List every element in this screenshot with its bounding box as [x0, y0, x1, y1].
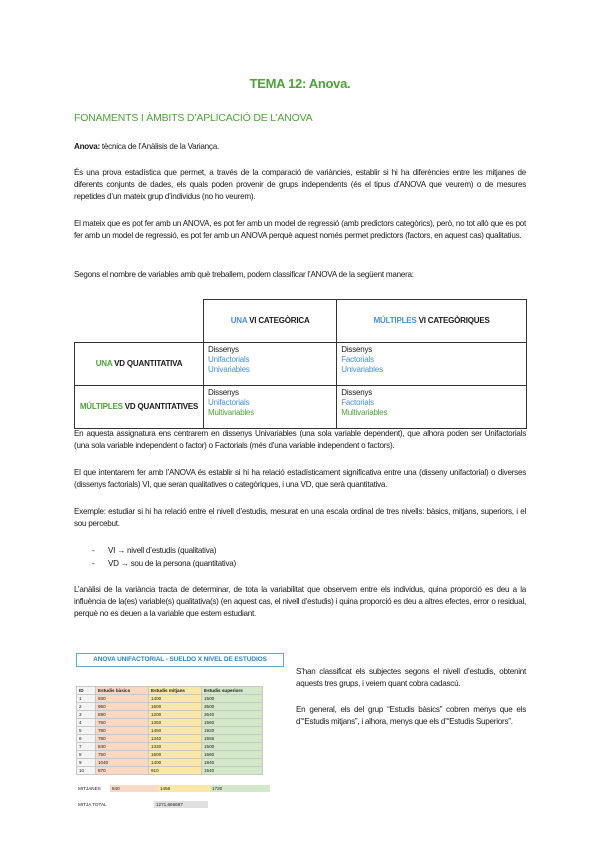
row-header-multiple-vd: MÚLTIPLES VD QUANTITATIVES	[75, 385, 204, 428]
list-item: - VD → sou de la persona (quantitativa)	[92, 558, 236, 568]
section-heading: FONAMENTS I ÀMBITS D’APLICACIÓ DE L’ANOVA	[74, 112, 313, 124]
table-cell: Dissenys Unifactorials Univariables	[204, 342, 337, 385]
row-header-one-vd: UNA VD QUANTITATIVA	[75, 342, 204, 385]
table-row: 6 780 1340 1555	[77, 735, 263, 743]
table-cell: Dissenys Unifactorials Multivariables	[204, 385, 337, 428]
spreadsheet-image	[76, 653, 286, 813]
table-row: 8 750 1600 1660	[77, 751, 263, 759]
list-item: - VI → nivell d’estudis (qualitativa)	[92, 546, 217, 555]
table-row: 10 870 910 1540	[77, 767, 263, 775]
col-header-multiple-vi: MÚLTIPLES VI CATEGÒRIQUES	[337, 300, 527, 343]
table-row: 3 890 1200 3640	[77, 711, 263, 719]
table-row: 4 760 1350 1560	[77, 719, 263, 727]
spreadsheet-table	[76, 686, 263, 775]
anova-classification-table	[74, 299, 527, 429]
spreadsheet-title: ANOVA UNIFACTORIAL - SUELDO X NIVEL DE ESTUDIOS	[76, 653, 284, 667]
definition-text: tècnica de l’Anàlisis de la Variança.	[99, 142, 219, 151]
table-cell: Dissenys Factorials Multivariables	[337, 385, 527, 428]
table-row: 1 930 1400 1500	[77, 695, 263, 703]
paragraph-5: El que intentarem fer amb l’ANOVA és establir si hi ha relació estadísticament significativa entre una (disseny unifactorial) o diverses (dissenys factorials) VI, que seran qualitatives o categòriques, i una VD, que serà quantitativa.	[74, 468, 526, 489]
table-row: 5 780 1450 1920	[77, 727, 263, 735]
side-paragraph-1: S’han classificat els subjectes segons el nivell d’estudis, obtenint aquests tres grups, i veiem quant cobra cadascú.	[296, 667, 526, 688]
paragraph-1: És una prova estadística que permet, a través de la comparació de variàncies, establir si hi ha diferències entre les mitjanes de diferents conjunts de dades, els quals poden provenir de grups independents (és el tipus d’ANOVA que veurem) o de mesures repetides d’un mateix grup d’individus (no ho veurem).	[74, 168, 526, 201]
definition-paragraph	[74, 141, 526, 153]
paragraph-7: L’anàlisi de la variància tracta de determinar, de tota la variabilitat que observem entre els individus, quina proporció es deu a la influència de la(es) variable(s) qualitativa(s) (en aquest cas, el nivell d’estudis) i quina proporció es deu a altres efectes, error o residual, perquè no es deuen a la variable que estem estudiant.	[74, 585, 526, 618]
table-row: 7 840 1330 1500	[77, 743, 263, 751]
paragraph-6: Exemple: estudiar si hi ha relació entre el nivell d’estudis, mesurat en una escala ordinal de tres nivells: bàsics, mitjans, superiors, i el sou percebut.	[74, 507, 526, 528]
page-title: TEMA 12: Anova.	[249, 76, 351, 91]
paragraph-3: Segons el nombre de variables amb què treballem, podem classificar l’ANOVA de la següent manera:	[74, 270, 414, 279]
table-cell: Dissenys Factorials Univariables	[337, 342, 527, 385]
col-header-one-vi: UNA VI CATEGÒRICA	[204, 300, 337, 343]
paragraph-4: En aquesta assignatura ens centrarem en dissenys Univariables (una sola variable dependent), que alhora poden ser Unifactorials (una sola variable independent o factor) o Factorials (més d’una variable independent o factors).	[74, 429, 526, 450]
table-row: ID Estudis bàsics Estudis mitjans Estudis superiors	[77, 687, 263, 695]
definition-term: Anova:	[74, 142, 100, 151]
total-mean-row: MITJA TOTAL 1271,666667	[76, 801, 208, 808]
means-row: MITJANES 840 1456 1720	[76, 785, 270, 792]
table-row: 9 1040 1400 1840	[77, 759, 263, 767]
paragraph-2: El mateix que es pot fer amb un ANOVA, es pot fer amb un model de regressió (amb predictors categòrics), però, no tot allò que es pot fer amb un model de regressió, es pot fer amb un ANOVA perquè aquest només permet predictors (factors, en aquest cas) qualitatius.	[74, 219, 526, 240]
bullet-list	[92, 545, 236, 570]
side-paragraph-2: En general, els del grup “Estudis bàsics” cobren menys que els d’“Estudis mitjans”, i alhora, menys que els d’“Estudis Superiors”.	[296, 705, 526, 726]
table-row: 2 950 1600 3500	[77, 703, 263, 711]
